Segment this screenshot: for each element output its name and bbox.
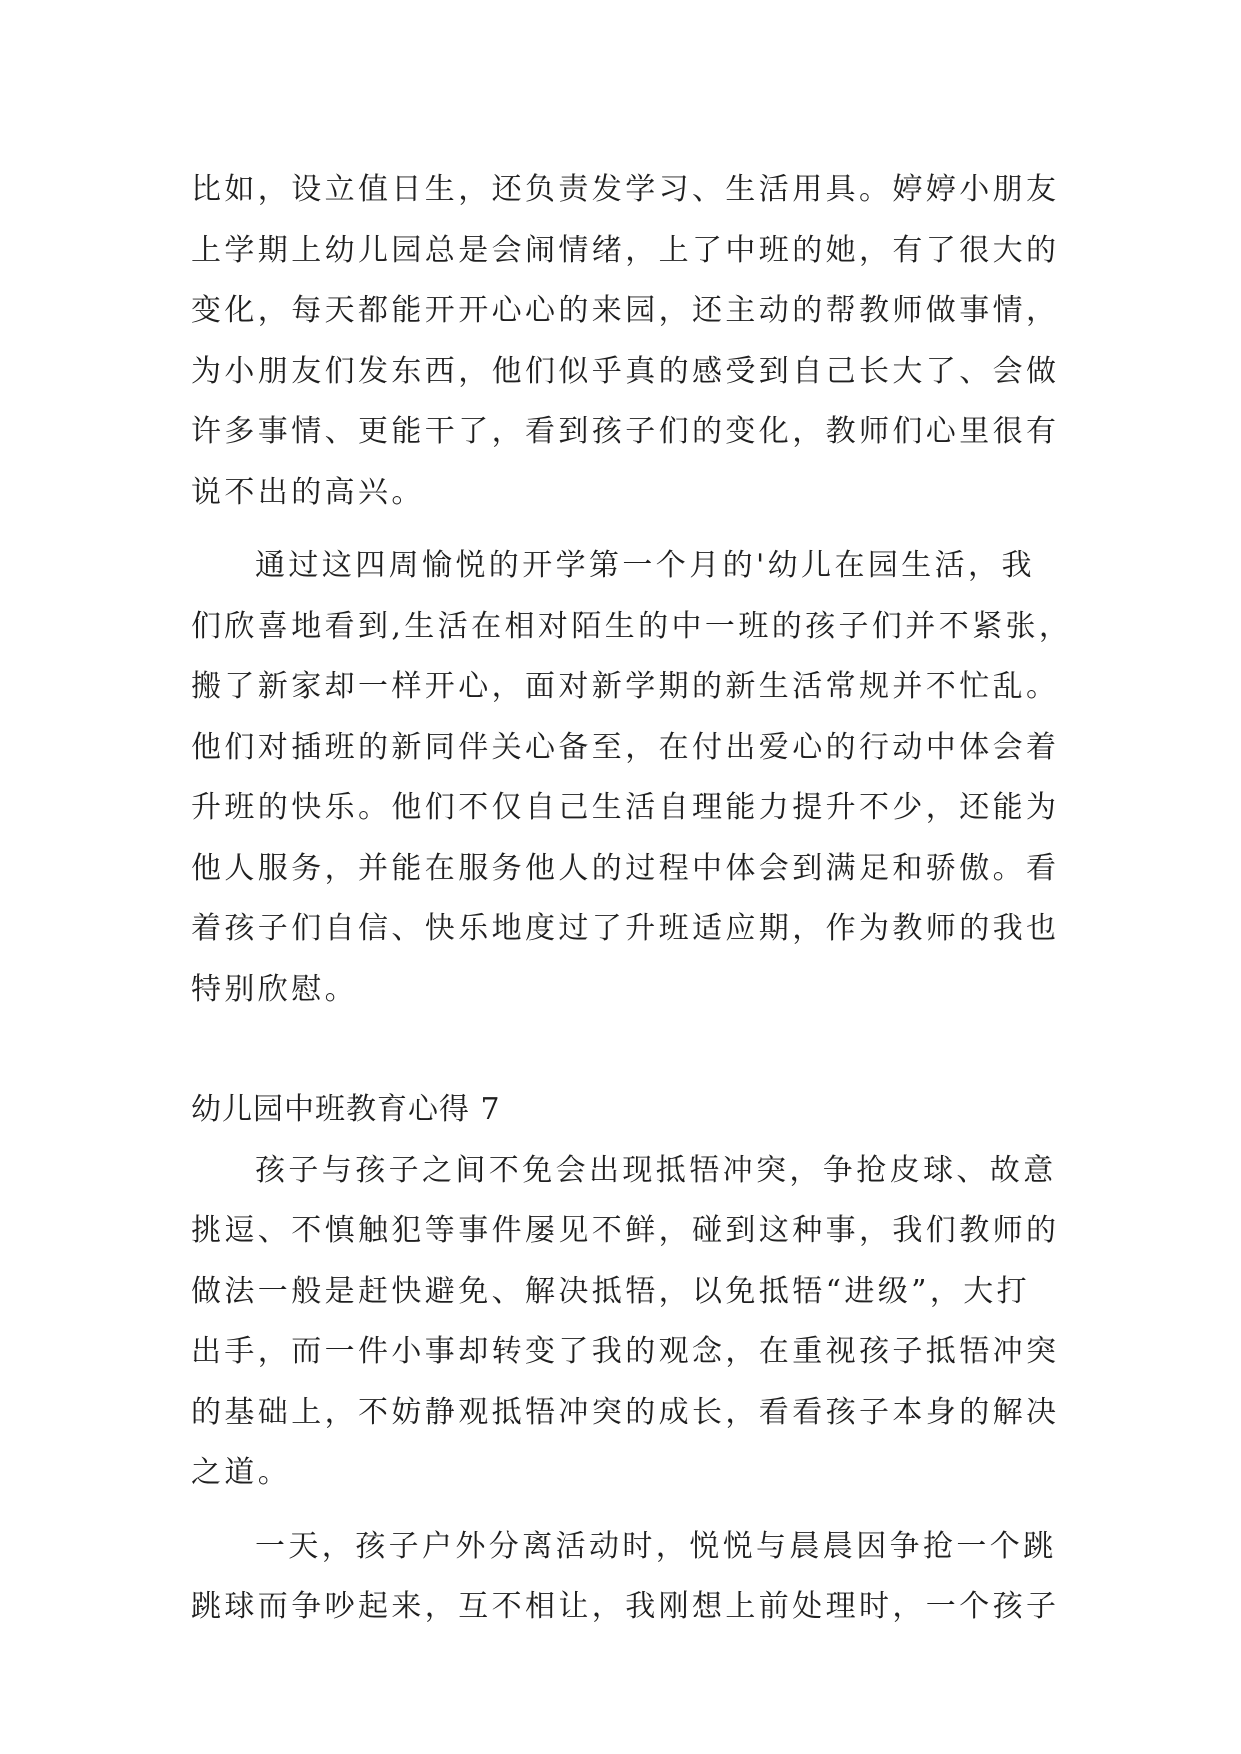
- paragraph: [191, 160, 1071, 523]
- text-line: 比如，设立值日生，还负责发学习、生活用具。婷婷小朋友: [191, 172, 1060, 207]
- paragraph-gap: [191, 1504, 1071, 1517]
- text-line: 之道。: [191, 1455, 292, 1490]
- text-line: 通过这四周愉悦的开学第一个月的'幼儿在园生活，我: [255, 548, 1035, 583]
- text-line: 说不出的高兴。: [191, 474, 425, 510]
- text-line: 跳球而争吵起来，互不相让，我刚想上前处理时，一个孩子: [191, 1589, 1060, 1624]
- text-line: 他人服务，并能在服务他人的过程中体会到满足和骄傲。看: [191, 850, 1060, 886]
- text-line: 做法一般是赶快避免、解决抵牾，以免抵牾“进级”，大打: [191, 1273, 1031, 1309]
- text-line: 出手，而一件小事却转变了我的观念，在重视孩子抵牾冲突: [191, 1334, 1060, 1369]
- text-line: 变化，每天都能开开心心的来园，还主动的帮教师做事情，: [191, 293, 1060, 328]
- text-line: 特别欣慰。: [191, 971, 358, 1007]
- paragraph: [191, 1517, 1071, 1638]
- text-line: 上学期上幼儿园总是会闹情绪，上了中班的她，有了很大的: [191, 232, 1060, 268]
- text-line: 的基础上，不妨静观抵牾冲突的成长，看看孩子本身的解决: [191, 1394, 1060, 1430]
- section-gap: [191, 1020, 1071, 1080]
- paragraph: [191, 536, 1071, 1020]
- text-line: 为小朋友们发东西，他们似乎真的感受到自己长大了、会做: [191, 353, 1060, 389]
- document-body: [191, 160, 1071, 1638]
- text-line: 们欣喜地看到,生活在相对陌生的中一班的孩子们并不紧张，: [191, 608, 1073, 644]
- paragraph: [191, 1141, 1071, 1504]
- section-title: 幼儿园中班教育心得 7: [191, 1092, 501, 1127]
- text-line: 升班的快乐。他们不仅自己生活自理能力提升不少，还能为: [191, 790, 1060, 825]
- text-line: 挑逗、不慎触犯等事件屡见不鲜，碰到这种事，我们教师的: [191, 1213, 1060, 1248]
- text-line: 孩子与孩子之间不免会出现抵牾冲突，争抢皮球、故意: [255, 1152, 1057, 1188]
- text-line: 着孩子们自信、快乐地度过了升班适应期，作为教师的我也: [191, 911, 1060, 946]
- text-line: 他们对插班的新同伴关心备至，在付出爱心的行动中体会着: [191, 729, 1060, 765]
- text-line: 一天，孩子户外分离活动时，悦悦与晨晨因争抢一个跳: [255, 1528, 1057, 1564]
- paragraph-gap: [191, 523, 1071, 536]
- text-line: 许多事情、更能干了，看到孩子们的变化，教师们心里很有: [191, 414, 1060, 449]
- text-line: 搬了新家却一样开心，面对新学期的新生活常规并不忙乱。: [191, 669, 1060, 704]
